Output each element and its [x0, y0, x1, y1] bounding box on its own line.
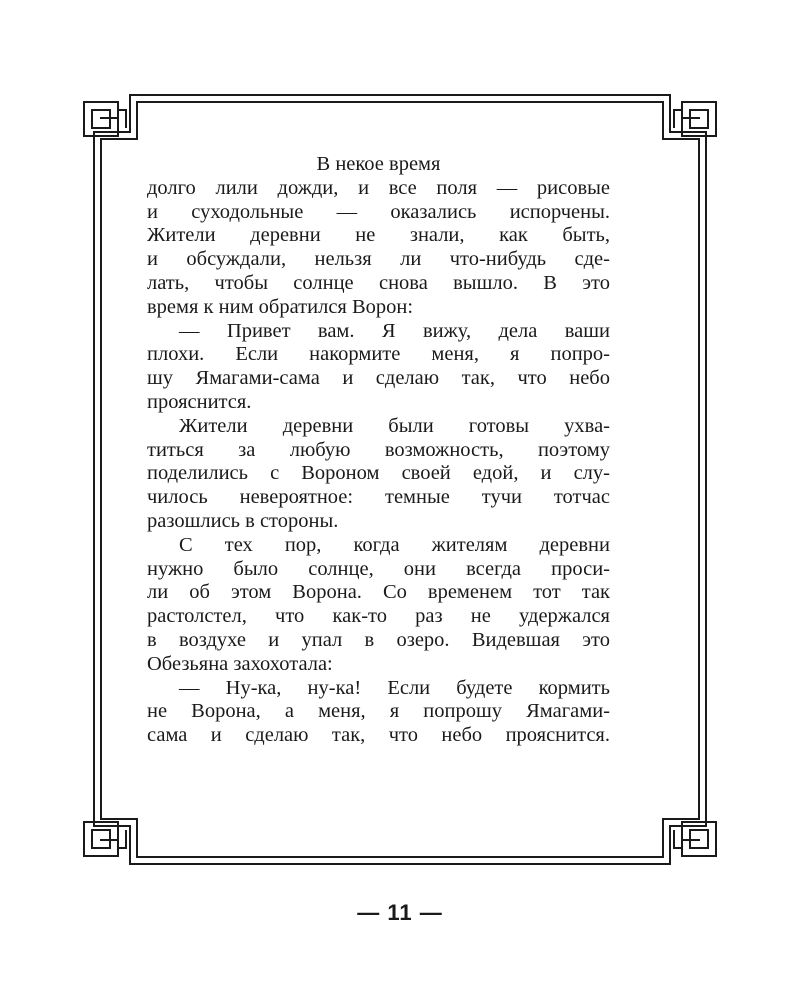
text-line: не Ворона, а меня, я попрошу Ямагами-: [147, 700, 610, 723]
text-line: ли об этом Ворона. Со временем тот так: [147, 581, 610, 604]
text-line: шу Ямагами-сама и сделаю так, что небо: [147, 367, 610, 390]
text-line: нужно было солнце, они всегда проси-: [147, 557, 610, 580]
text-line: Жители деревни не знали, как быть,: [147, 224, 610, 247]
text-line: долго лили дожди, и все поля — рисовые: [147, 176, 610, 199]
corner-ornament-top-left: [84, 102, 126, 136]
corner-ornament-bottom-left: [84, 822, 126, 856]
text-line: титься за любую возможность, поэтому: [147, 438, 610, 461]
text-line: Жители деревни были готовы ухва-: [179, 414, 610, 437]
text-line: С тех пор, когда жителям деревни: [179, 533, 610, 556]
paragraph-lines: [147, 177, 610, 748]
text-line: — Ну-ка, ну-ка! Если будете кормить: [179, 676, 610, 699]
text-line: поделились с Вороном своей едой, и слу-: [147, 462, 610, 485]
corner-ornament-top-right: [674, 102, 716, 136]
text-line: и суходольные — оказались испорчены.: [147, 200, 610, 223]
text-line: время к ним обратился Ворон:: [147, 295, 414, 318]
text-line: прояснится.: [147, 390, 252, 413]
story-text: [147, 153, 610, 748]
text-line: лать, чтобы солнце снова вышло. В это: [147, 271, 610, 294]
text-line: плохи. Если накормите меня, я попро-: [147, 343, 610, 366]
corner-ornament-bottom-right: [674, 822, 716, 856]
page-number: — 11 —: [357, 900, 443, 925]
text-line: и обсуждали, нельзя ли что-нибудь сде-: [147, 248, 610, 271]
text-line: в воздухе и упал в озеро. Видевшая это: [147, 628, 610, 651]
text-line: — Привет вам. Я вижу, дела ваши: [179, 319, 610, 342]
text-line: Обезьяна захохотала:: [147, 652, 333, 675]
text-line: растолстел, что как-то раз не удержался: [147, 605, 610, 628]
text-line: чилось невероятное: темные тучи тотчас: [147, 486, 610, 509]
heading-line: В некое время: [316, 153, 441, 175]
text-line: сама и сделаю так, что небо прояснится.: [147, 724, 610, 747]
text-line: разошлись в стороны.: [147, 509, 339, 532]
